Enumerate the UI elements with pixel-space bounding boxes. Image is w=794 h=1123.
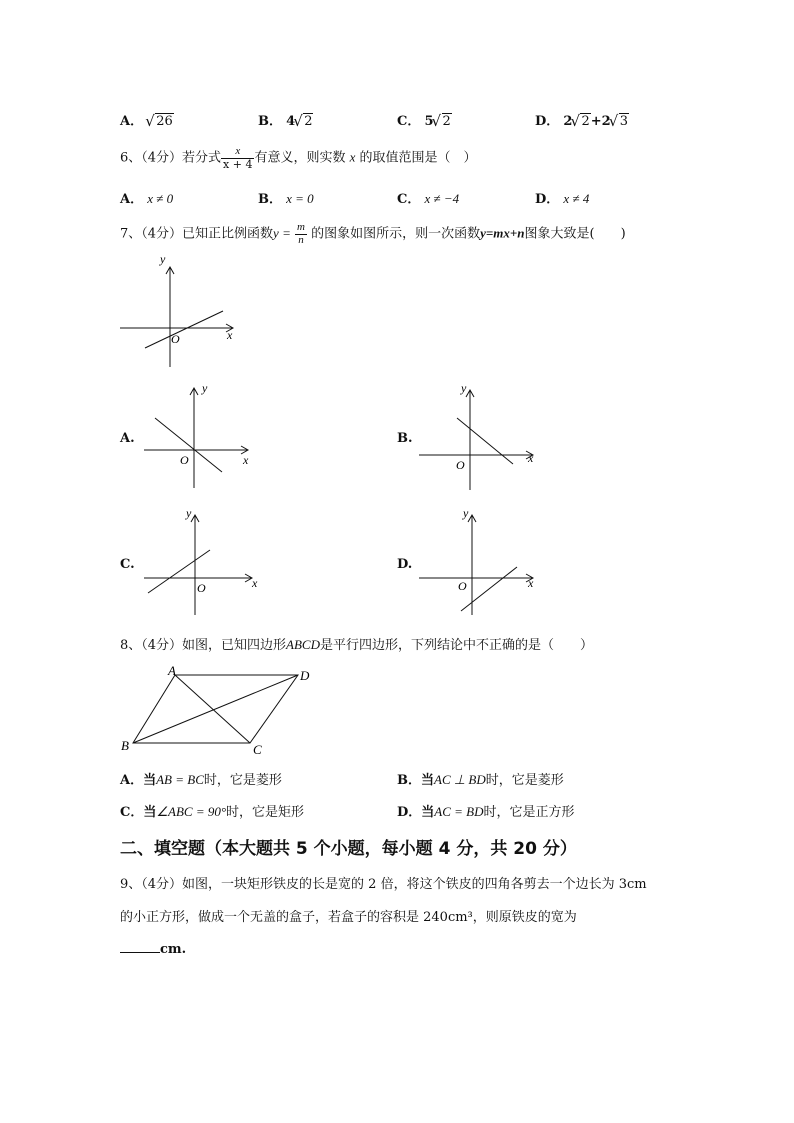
q6-variable: x: [349, 149, 356, 165]
q5-option-b: [258, 110, 313, 129]
q6-option-d: D． x ≠ 4: [535, 191, 590, 207]
q5-option-c: [397, 110, 452, 129]
answer-blank[interactable]: [120, 940, 160, 953]
q7-option-b-label: B.: [397, 431, 413, 446]
option-letter: C．: [397, 114, 421, 129]
option-letter: D．: [535, 114, 560, 129]
q6-option-a: A． x ≠ 0: [120, 191, 174, 207]
q5-option-d: [535, 110, 629, 129]
q6-prefix: 6、（4分）若分式: [120, 150, 222, 166]
axis-x-label: x: [252, 576, 258, 590]
q7-prefix: 7、（4分）已知正比例函数: [120, 226, 274, 242]
vertex-d-label: D: [300, 668, 310, 683]
origin-label: O: [456, 458, 465, 472]
q7-option-d-label: D.: [397, 557, 413, 572]
q6-option-b: B． x = 0: [258, 191, 314, 207]
q9-answer-line: cm.: [120, 940, 186, 957]
q9-line2: 的小正方形，做成一个无盖的盒子，若盒子的容积是 240cm³，则原铁皮的宽为: [120, 910, 577, 925]
diagonal-bd: [133, 675, 298, 743]
q8-option-a: A．当AB = BC时，它是菱形: [120, 772, 282, 788]
vertex-b-label: B: [121, 738, 129, 753]
vertex-a-label: A: [168, 663, 176, 678]
axis-x-label: x: [227, 328, 233, 342]
section-heading: 二、填空题（本大题共 5 个小题，每小题 4 分，共 20 分）: [120, 839, 577, 859]
axis-y-label: y: [461, 381, 467, 395]
fraction: $\frac{m}{n}$: [296, 221, 305, 246]
q8-option-d: D．当AC = BD时，它是正方形: [397, 804, 575, 820]
q6-option-c: C． x ≠ −4: [397, 191, 460, 207]
diagonal-ac: [175, 675, 250, 743]
q7-option-a-graph: [140, 380, 260, 492]
origin-label: O: [197, 581, 206, 595]
axis-y-label: y: [202, 381, 208, 395]
graph-line: [145, 311, 223, 348]
axis-x-label: x: [243, 453, 249, 467]
coefficient: 5: [424, 114, 434, 129]
q8-option-c: C．当∠ABC = 90°时，它是矩形: [120, 804, 305, 820]
q6-suffix2: 的取值范围是（ ）: [359, 150, 477, 166]
axis-y-label: y: [160, 255, 166, 266]
q7-reference-graph: [115, 255, 245, 370]
q7-option-a-label: A.: [120, 431, 135, 446]
fraction: $\frac{x}{x + 4}$: [223, 145, 253, 171]
graph-line: [461, 567, 517, 611]
sqrt-expression: √ 2: [572, 114, 590, 129]
plus-term: +2: [590, 114, 611, 129]
q6-stem: [120, 146, 477, 170]
q8-option-b: B．当AC ⊥ BD时，它是菱形: [397, 772, 564, 788]
axis-y-label: y: [186, 506, 192, 520]
q7-option-d-graph: [415, 505, 545, 617]
option-letter: B．: [258, 114, 282, 129]
q8-parallelogram-figure: [115, 660, 325, 760]
q7-option-c-label: C.: [120, 557, 135, 572]
axis-x-label: x: [528, 451, 534, 465]
coefficient: 4: [286, 114, 296, 129]
axis-x-label: x: [528, 576, 534, 590]
q7-option-c-graph: [140, 505, 265, 617]
q7-option-b-graph: [415, 380, 545, 492]
vertex-c-label: C: [253, 742, 262, 757]
q6-suffix: 有意义，则实数: [254, 150, 346, 166]
q8-stem: 8、（4分）如图，已知四边形ABCD是平行四边形，下列结论中不正确的是（ ）: [120, 637, 594, 653]
q9-line1: 9、（4分）如图，一块矩形铁皮的长是宽的 2 倍，将这个铁皮的四角各剪去一个边长为 3cm: [120, 877, 647, 892]
sqrt-expression: √ 2: [434, 114, 452, 129]
q5-option-a: [120, 110, 174, 129]
quad-name: ABCD: [286, 637, 320, 652]
option-letter: A．: [120, 114, 144, 129]
graph-line: [457, 418, 513, 464]
origin-label: O: [180, 453, 189, 467]
sqrt-expression: √ 3: [611, 114, 629, 129]
origin-label: O: [458, 579, 467, 593]
sqrt-expression: √ 2: [295, 114, 313, 129]
axis-y-label: y: [463, 506, 469, 520]
sqrt-expression: √ 26: [147, 114, 174, 129]
q7-stem: 7、（4分）已知正比例函数y = $\frac{m}{n}$ 的图象如图所示，则一次函数y=mx+n图象大致是( ): [120, 221, 626, 246]
coefficient: 2: [563, 114, 573, 129]
origin-label: O: [171, 332, 180, 346]
